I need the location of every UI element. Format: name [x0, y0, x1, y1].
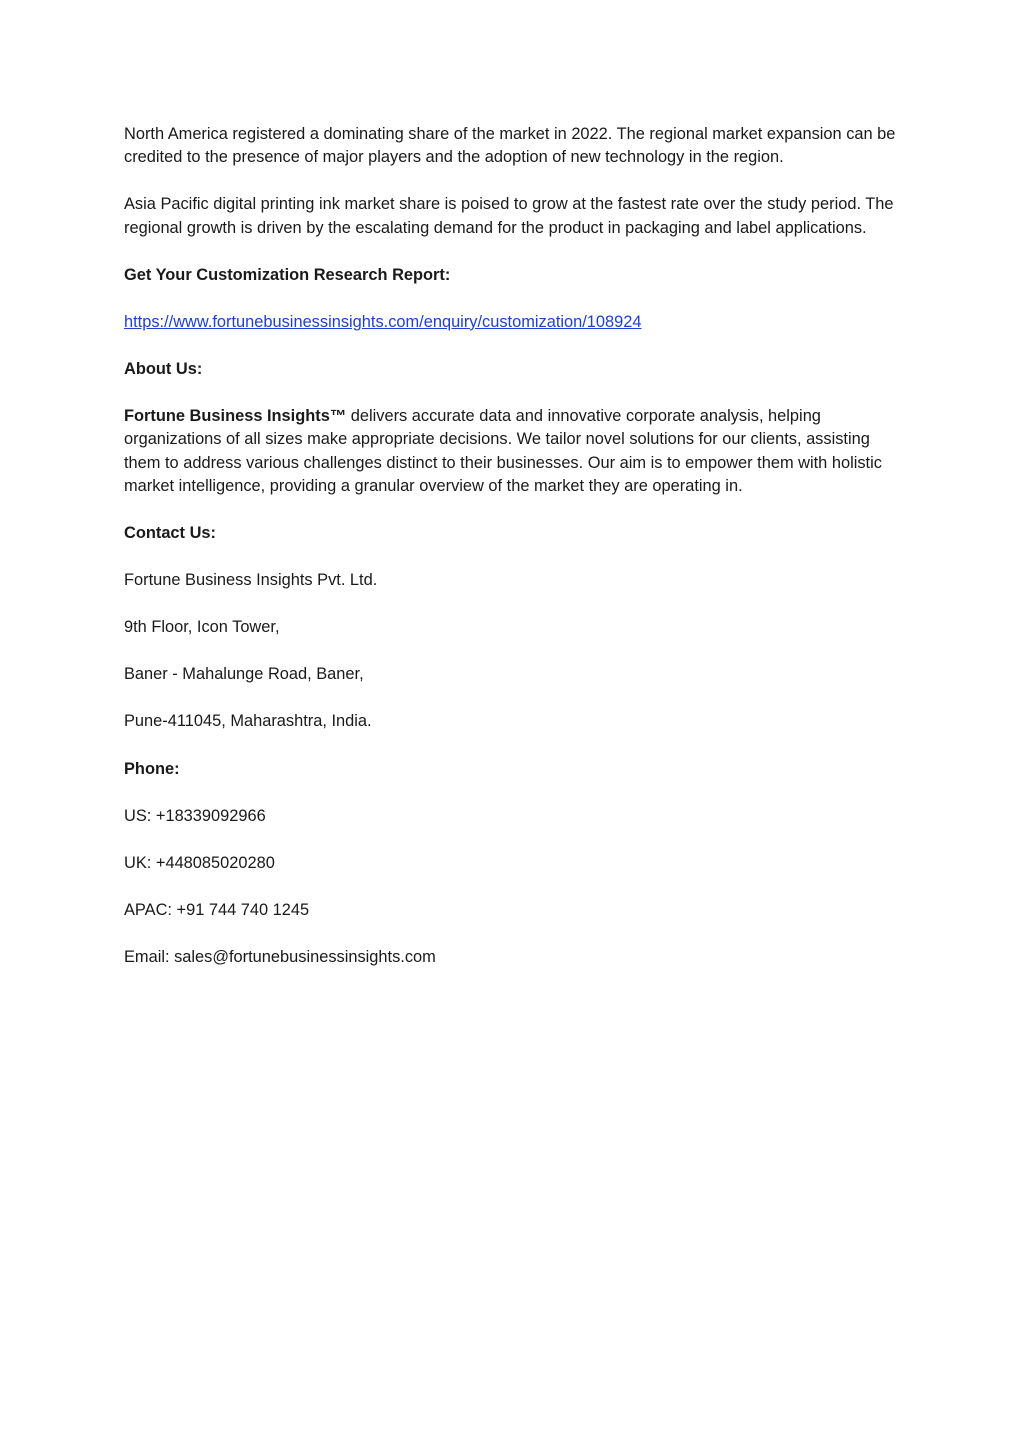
about-body: delivers accurate data and innovative corporate analysis, helping organizations of all sizes make appropriate decisions. We tailor novel solutions for our clients, assisting them to address various challenges distinct to their businesses. Our aim is to empower them with holistic market intelligence, providing a granular overview of the market they are operating in.: [124, 407, 882, 495]
about-paragraph: [124, 405, 904, 498]
customization-link[interactable]: https://www.fortunebusinessinsights.com/enquiry/customization/108924: [124, 312, 642, 331]
customization-heading: Get Your Customization Research Report:: [124, 265, 451, 284]
contact-address-line2: Baner - Mahalunge Road, Baner,: [124, 665, 364, 684]
phone-heading: Phone:: [124, 759, 180, 778]
phone-uk: UK: +448085020280: [124, 853, 275, 872]
about-heading: About Us:: [124, 359, 203, 378]
customization-link-line: [124, 311, 904, 334]
phone-us: US: +18339092966: [124, 806, 266, 825]
north-america-paragraph: North America registered a dominating share of the market in 2022. The regional market expansion can be credited to the presence of major players and the adoption of new technology in the region.: [124, 125, 896, 167]
phone-apac: APAC: +91 744 740 1245: [124, 900, 310, 919]
asia-pacific-paragraph: Asia Pacific digital printing ink market share is poised to grow at the fastest rate over the study period. The regional growth is driven by the escalating demand for the product in packaging and label applications.: [124, 195, 894, 237]
contact-heading: Contact Us:: [124, 524, 216, 543]
contact-company: Fortune Business Insights Pvt. Ltd.: [124, 571, 378, 590]
contact-address-line3: Pune-411045, Maharashtra, India.: [124, 712, 372, 731]
email-line: Email: sales@fortunebusinessinsights.com: [124, 947, 436, 966]
about-company-name: Fortune Business Insights™: [124, 407, 347, 426]
contact-address-line1: 9th Floor, Icon Tower,: [124, 618, 280, 637]
document-page: [124, 123, 904, 993]
